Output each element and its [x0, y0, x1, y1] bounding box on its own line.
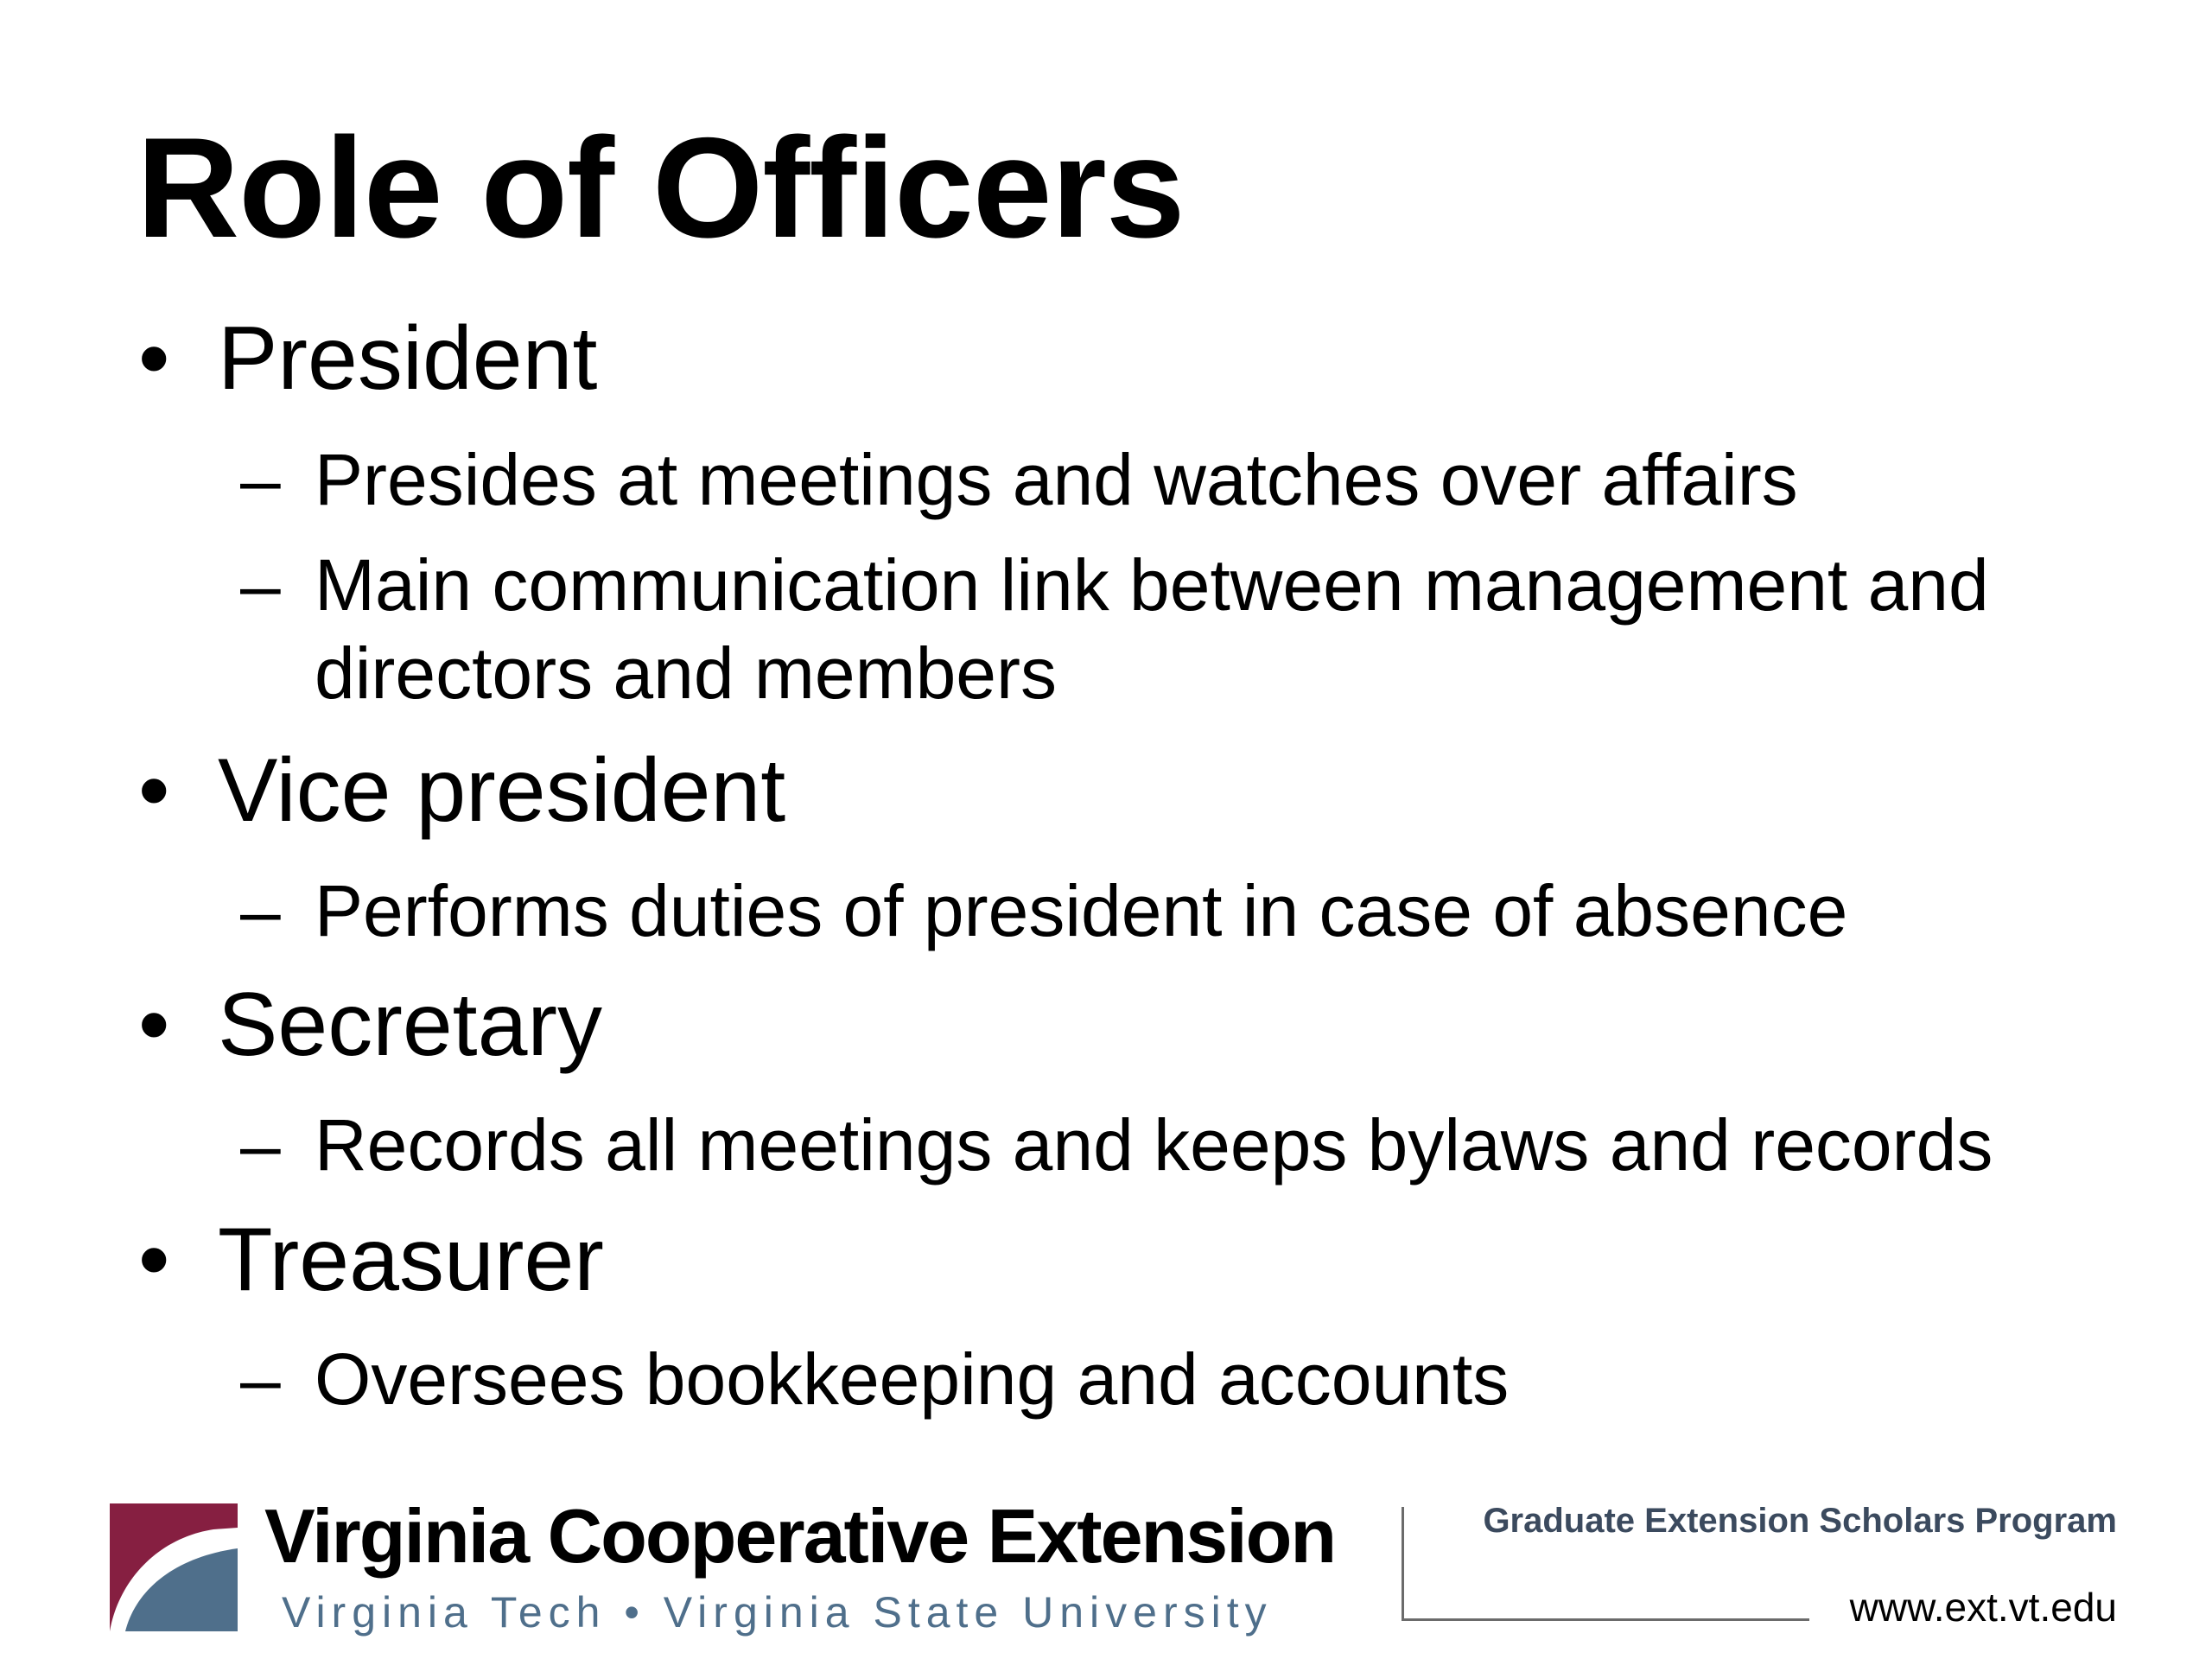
- vce-logo-icon: [110, 1503, 238, 1631]
- sub-text: Records all meetings and keeps bylaws and records: [315, 1104, 1993, 1185]
- sub-marker: –: [240, 1338, 281, 1420]
- bullet-label: Secretary: [218, 975, 603, 1075]
- org-universities: Virginia Tech • Virginia State University: [282, 1588, 1273, 1637]
- sub-text: Presides at meetings and watches over affairs: [315, 439, 1798, 520]
- footer-divider-vertical: [1402, 1507, 1404, 1621]
- sub-marker: –: [240, 1104, 281, 1185]
- sub-marker: –: [240, 544, 281, 626]
- bullet-marker: •: [138, 308, 170, 409]
- footer-divider-horizontal: [1402, 1618, 1809, 1621]
- bullet-label: Vice president: [218, 741, 786, 841]
- org-name: Virginia Cooperative Extension: [264, 1493, 1336, 1579]
- website-link[interactable]: www.ext.vt.edu: [1849, 1585, 2117, 1630]
- sub-text: Performs duties of president in case of absence: [315, 870, 1848, 951]
- bullet-marker: •: [138, 741, 170, 841]
- program-name: Graduate Extension Scholars Program: [1483, 1502, 2117, 1540]
- bullet-label: Treasurer: [218, 1210, 604, 1310]
- sub-marker: –: [240, 439, 281, 520]
- slide-title: Role of Officers: [137, 108, 1185, 267]
- bullet-marker: •: [138, 1210, 170, 1310]
- sub-text: Oversees bookkeeping and accounts: [315, 1338, 1510, 1420]
- bullet-marker: •: [138, 975, 170, 1075]
- sub-text: Main communication link between management and directors and members: [315, 544, 1989, 714]
- bullet-label: President: [218, 308, 598, 409]
- sub-marker: –: [240, 870, 281, 951]
